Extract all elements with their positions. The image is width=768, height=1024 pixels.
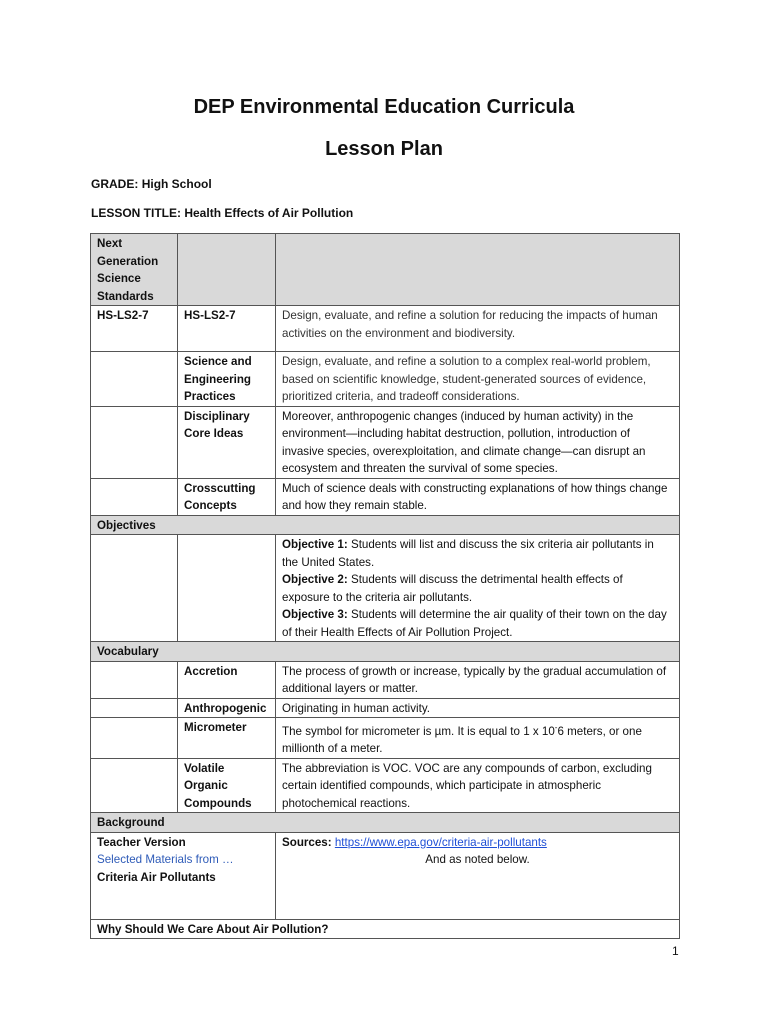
vocab-term: Anthropogenic [178, 698, 276, 718]
objectives-header-row [91, 515, 680, 535]
empty-cell [178, 234, 276, 306]
document-title: DEP Environmental Education Curricula [193, 96, 575, 118]
vocabulary-header: Vocabulary [91, 642, 680, 662]
lesson-title-value: Health Effects of Air Pollution [184, 206, 354, 220]
objectives-cell [276, 535, 680, 642]
background-header-row [91, 813, 680, 833]
grade-value: High School [141, 177, 212, 191]
vocab-definition: Originating in human activity. [276, 698, 680, 718]
background-header: Background [91, 813, 680, 833]
empty-cell [276, 234, 680, 306]
criteria-air-pollutants-label: Criteria Air Pollutants [97, 870, 216, 884]
why-care-heading: Why Should We Care About Air Pollution? [91, 919, 680, 939]
empty-cell [91, 661, 178, 698]
grade-label: GRADE: [91, 177, 139, 191]
vocab-definition: The abbreviation is VOC. VOC are any compounds of carbon, excluding certain identified compounds, which participate in atmospheric photochemical reactions. [276, 758, 680, 813]
sources-label: Sources: [282, 835, 332, 849]
empty-cell [91, 478, 178, 515]
ngss-header-row [91, 234, 680, 306]
lesson-plan-table [90, 233, 680, 939]
teacher-version-cell [91, 832, 276, 919]
ngss-header-cell: Next Generation Science Standards [91, 234, 178, 306]
selected-materials-text: Selected Materials from … [97, 853, 234, 867]
objectives-header: Objectives [91, 515, 680, 535]
sources-line [282, 834, 673, 852]
vocab-term: Volatile Organic Compounds [178, 758, 276, 813]
dci-row [91, 406, 680, 478]
dci-label: Disciplinary Core Ideas [178, 406, 276, 478]
vocab-term: Micrometer [178, 718, 276, 759]
empty-cell [91, 535, 178, 642]
standard-code-secondary: HS-LS2-7 [178, 306, 276, 352]
vocab-definition: The symbol for micrometer is µm. It is equal to 1 x 10-6 meters, or one millionth of a meter. [276, 718, 680, 759]
vocab-term: Accretion [178, 661, 276, 698]
standard-row [91, 306, 680, 352]
page-number: 1 [672, 944, 679, 958]
lesson-title-line [91, 206, 353, 220]
grade-line [91, 177, 212, 191]
empty-cell [91, 698, 178, 718]
dci-description: Moreover, anthropogenic changes (induced by human activity) in the environment—including habitat destruction, pollution, introduction of invasive species, overexploitation, and climate change—can disrupt an ecosystem and threaten the survival of some species. [276, 406, 680, 478]
teacher-version-label: Teacher Version [97, 835, 186, 849]
vocabulary-header-row [91, 642, 680, 662]
standard-description: Design, evaluate, and refine a solution for reducing the impacts of human activities on the environment and biodiversity. [276, 306, 680, 352]
empty-cell [178, 535, 276, 642]
why-care-row [91, 919, 680, 939]
vocab-definition: The process of growth or increase, typically by the gradual accumulation of additional layers or matter. [276, 661, 680, 698]
sep-label: Science and Engineering Practices [178, 352, 276, 407]
vocab-row [91, 698, 680, 718]
objective-item: Objective 1: Students will list and discuss the six criteria air pollutants in the United States. [282, 538, 654, 569]
sep-description: Design, evaluate, and refine a solution to a complex real-world problem, based on scientific knowledge, student-generated sources of evidence, prioritized criteria, and tradeoff considerations. [276, 352, 680, 407]
objective-item: Objective 3: Students will determine the air quality of their town on the day of their Health Effects of Air Pollution Project. [282, 608, 667, 639]
sep-row [91, 352, 680, 407]
objectives-row [91, 535, 680, 642]
sources-note: And as noted below. [425, 853, 530, 867]
empty-cell [91, 718, 178, 759]
cc-row [91, 478, 680, 515]
empty-cell [91, 758, 178, 813]
empty-cell [91, 406, 178, 478]
cc-label: Crosscutting Concepts [178, 478, 276, 515]
vocab-row [91, 718, 680, 759]
document-subtitle: Lesson Plan [325, 138, 443, 160]
standard-code: HS-LS2-7 [91, 306, 178, 352]
sources-cell [276, 832, 680, 919]
cc-description: Much of science deals with constructing explanations of how things change and how they remain stable. [276, 478, 680, 515]
vocab-row [91, 758, 680, 813]
lesson-title-label: LESSON TITLE: [91, 206, 181, 220]
objective-item: Objective 2: Students will discuss the detrimental health effects of exposure to the criteria air pollutants. [282, 573, 623, 604]
background-row [91, 832, 680, 919]
vocab-row [91, 661, 680, 698]
sources-link[interactable]: https://www.epa.gov/criteria-air-pollutants [334, 835, 547, 849]
empty-cell [91, 352, 178, 407]
